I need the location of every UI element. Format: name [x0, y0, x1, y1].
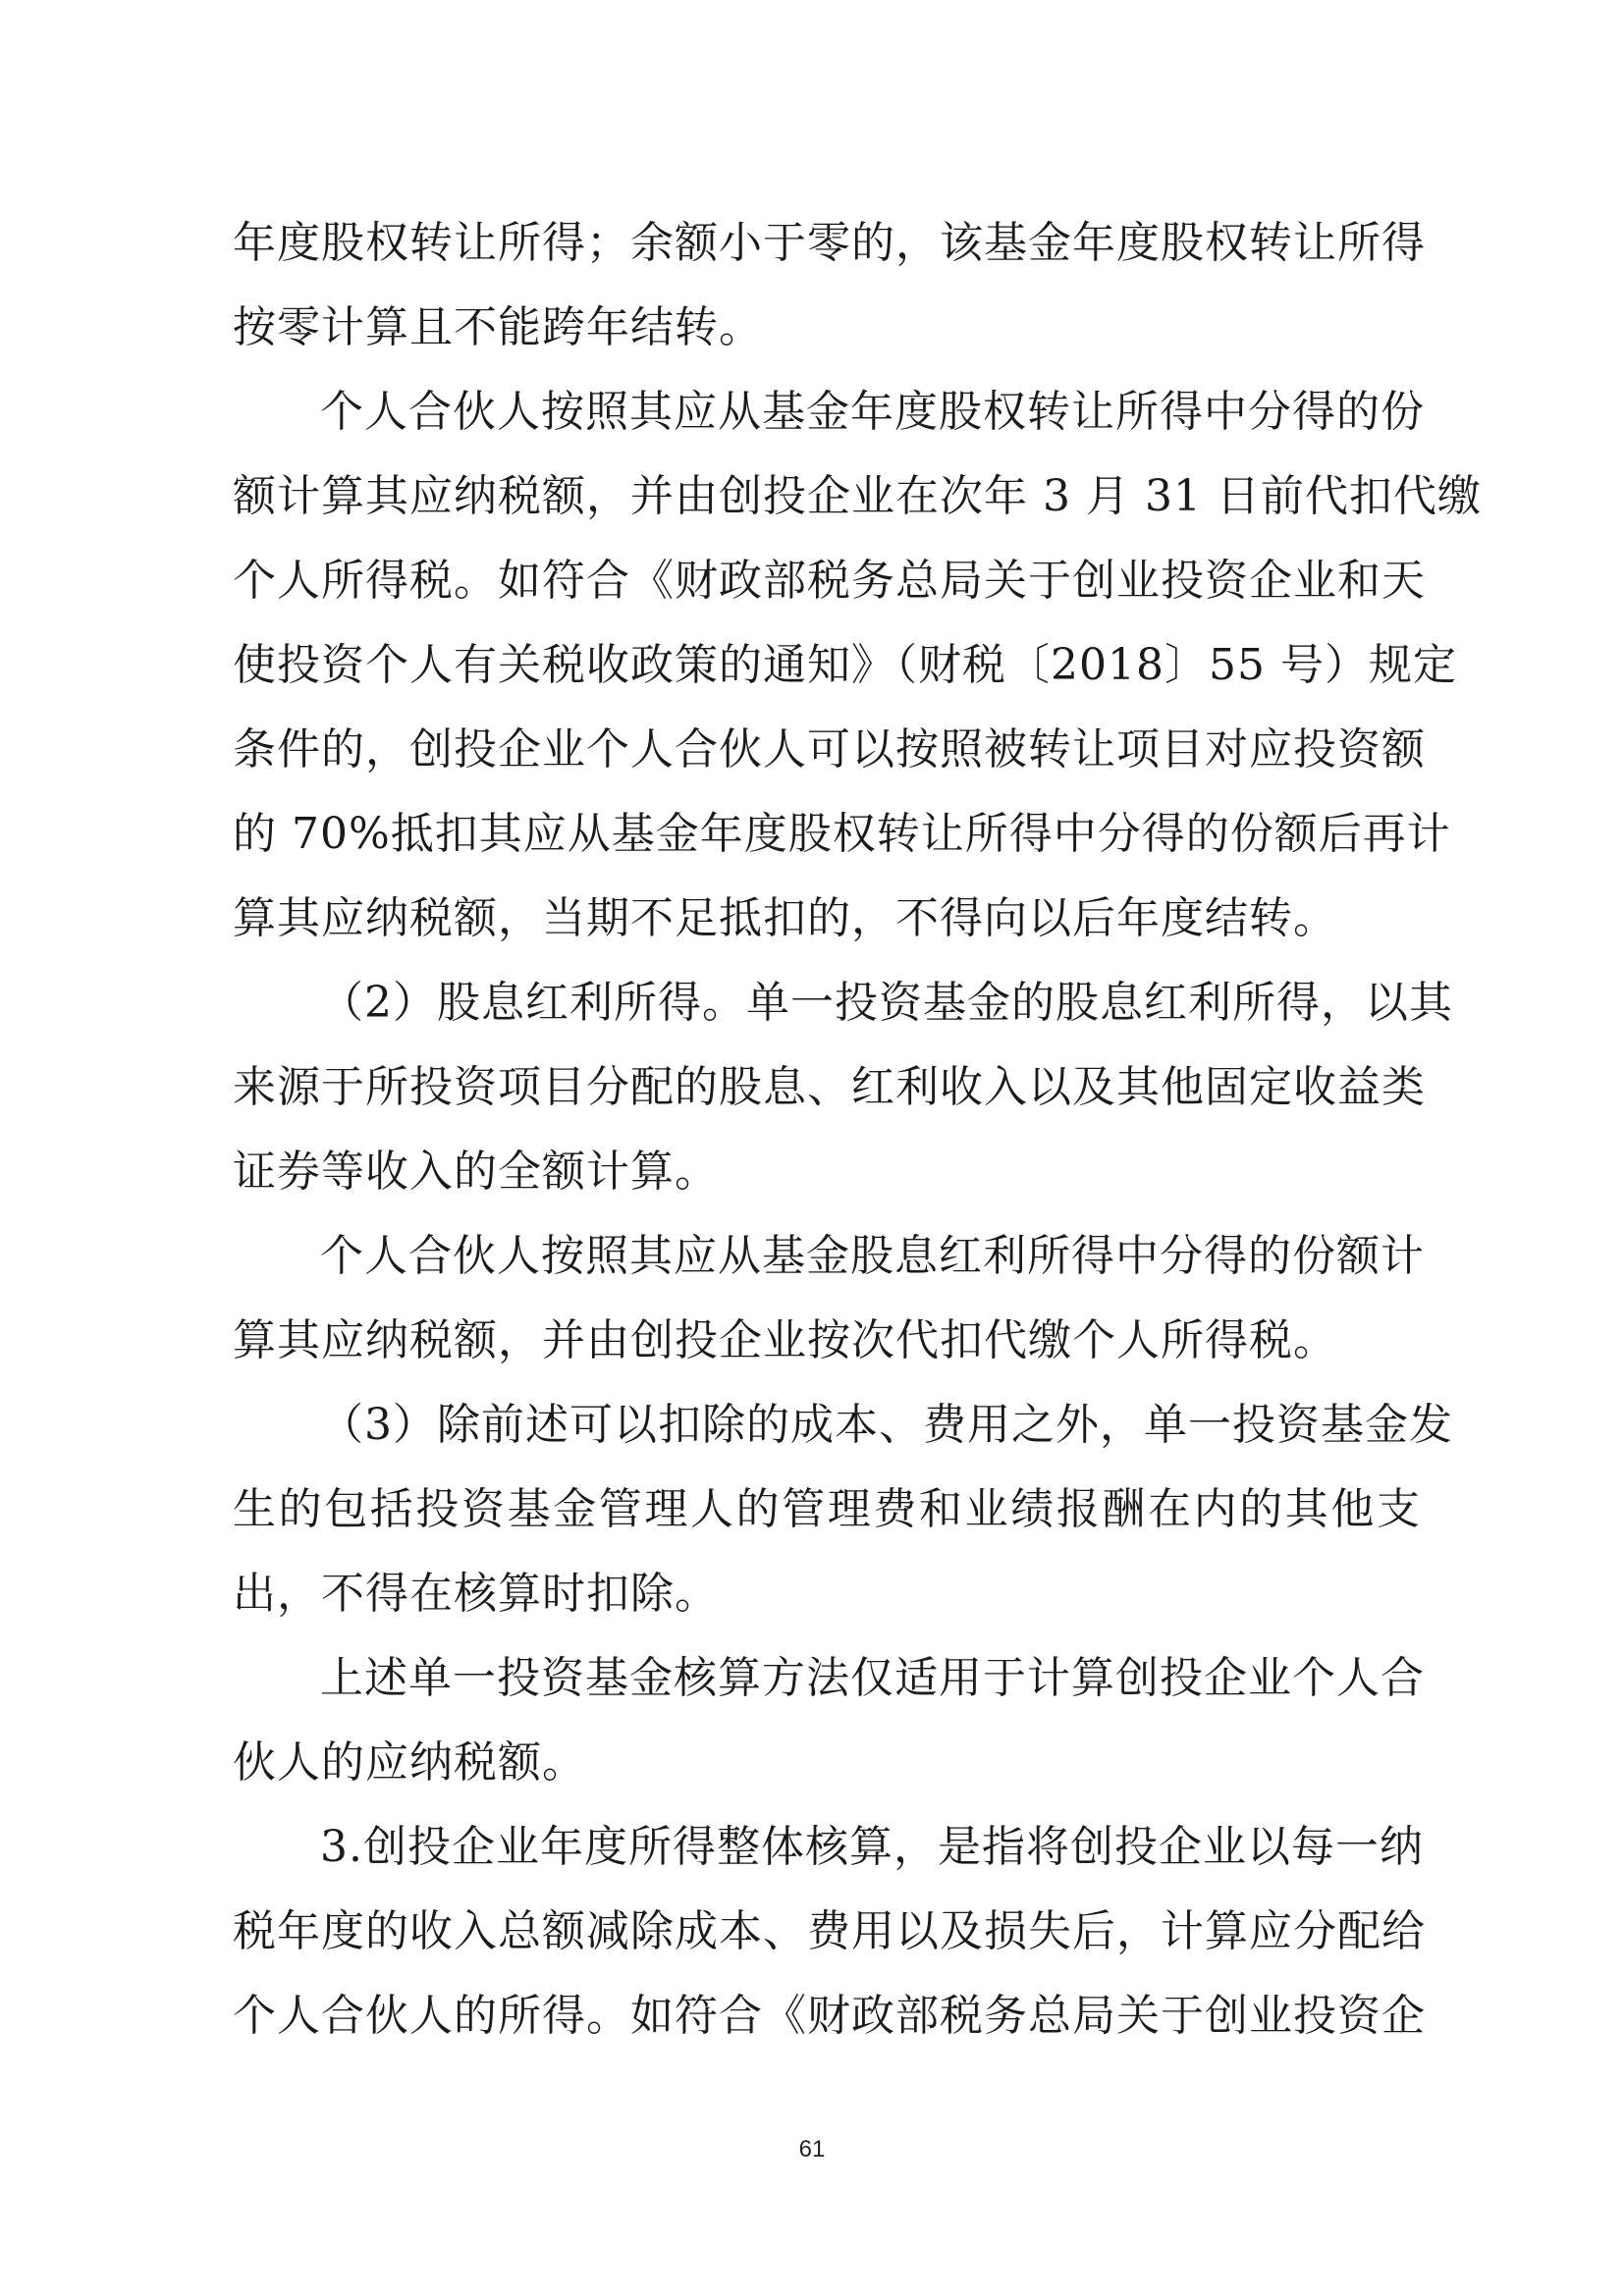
body-line: 算其应纳税额，并由创投企业按次代扣代缴个人所得税。	[233, 1315, 1337, 1365]
body-line: 条件的，创投企业个人合伙人可以按照被转让项目对应投资额	[233, 724, 1426, 774]
body-line: 出，不得在核算时扣除。	[233, 1569, 719, 1619]
body-line: 伙人的应纳税额。	[233, 1737, 586, 1788]
body-line: 个人所得税。如符合《财政部税务总局关于创业投资企业和天	[233, 556, 1426, 606]
body-line: 额计算其应纳税额，并由创投企业在次年 3 月 31 日前代扣代缴	[233, 471, 1482, 521]
paragraph-first-line: （2）股息红利所得。单一投资基金的股息红利所得，以其	[320, 978, 1453, 1028]
page-number: 61	[798, 2136, 826, 2163]
body-line: 的 70%抵扣其应从基金年度股权转让所得中分得的份额后再计	[233, 809, 1451, 859]
paragraph-first-line: （3）除前述可以扣除的成本、费用之外，单一投资基金发	[320, 1400, 1453, 1450]
body-line: 算其应纳税额，当期不足抵扣的，不得向以后年度结转。	[233, 893, 1337, 943]
paragraph-first-line: 3.创投企业年度所得整体核算，是指将创投企业以每一纳	[320, 1822, 1424, 1872]
body-line: 个人合伙人的所得。如符合《财政部税务总局关于创业投资企	[233, 1991, 1426, 2041]
paragraph-first-line: 个人合伙人按照其应从基金股息红利所得中分得的份额计	[320, 1231, 1425, 1281]
body-line: 生的包括投资基金管理人的管理费和业绩报酬在内的其他支	[233, 1484, 1421, 1534]
body-line: 年度股权转让所得；余额小于零的，该基金年度股权转让所得	[233, 218, 1426, 268]
body-line: 证券等收入的全额计算。	[233, 1147, 719, 1197]
paragraph-first-line: 个人合伙人按照其应从基金年度股权转让所得中分得的份	[320, 387, 1425, 437]
body-line: 按零计算且不能跨年结转。	[233, 302, 763, 352]
body-line: 来源于所投资项目分配的股息、红利收入以及其他固定收益类	[233, 1062, 1426, 1112]
body-line: 税年度的收入总额减除成本、费用以及损失后，计算应分配给	[233, 1906, 1426, 1956]
body-line: 使投资个人有关税收政策的通知》（财税〔2018〕55 号）规定	[233, 640, 1457, 690]
paragraph-first-line: 上述单一投资基金核算方法仅适用于计算创投企业个人合	[320, 1653, 1425, 1703]
